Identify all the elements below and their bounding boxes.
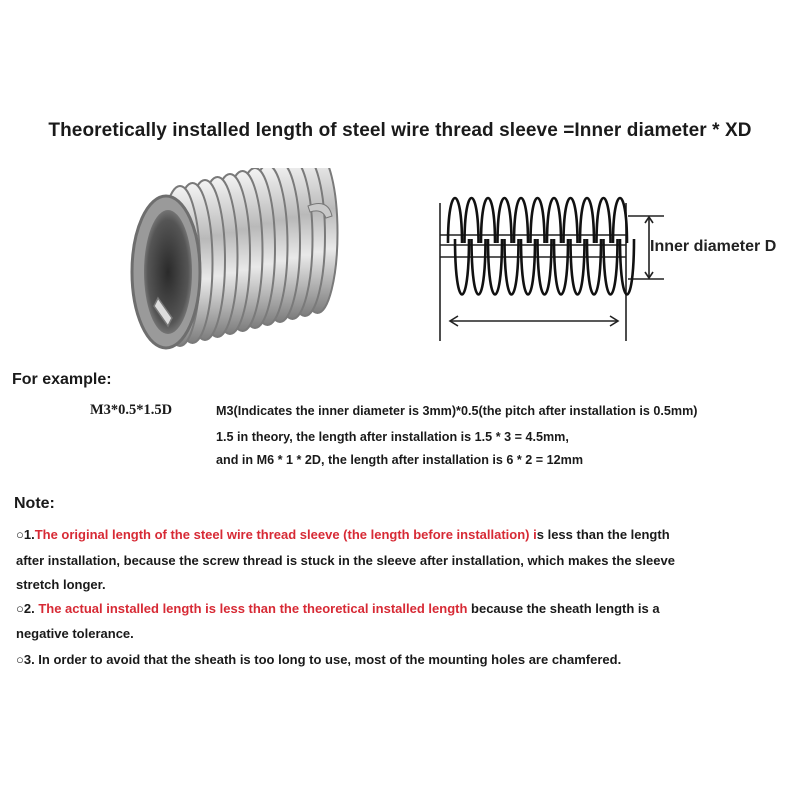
example-line-3: and in M6 * 1 * 2D, the length after installation is 6 * 2 = 12mm [216,453,584,467]
note-1-line-2: after installation, because the screw thread is stuck in the sleeve after installation, which makes the sleeve [16,553,675,568]
note-2-prefix: ○2. [16,601,39,616]
note-2-highlight: The actual installed length is less than the theoretical installed length [38,601,468,616]
example-line-1: M3(Indicates the inner diameter is 3mm)*0.5(the pitch after installation is 0.5mm) [216,404,698,418]
note-1-line-3: stretch longer. [16,577,106,592]
note-3: ○3. In order to avoid that the sheath is too long to use, most of the mounting holes are chamfered. [16,652,622,667]
note-heading: Note: [14,495,55,512]
note-1-highlight: The original length of the steel wire thread sleeve (the length before installation) i [34,527,537,542]
note-2-line-2: negative tolerance. [16,626,134,641]
example-heading: For example: [12,371,112,388]
example-line-2: 1.5 in theory, the length after installation is 1.5 * 3 = 4.5mm, [216,430,569,444]
thread-insert-photo [128,168,340,358]
note-1-rest: s less than the length [536,527,670,542]
example-code: M3*0.5*1.5D [90,402,173,418]
note-1-prefix: ○1. [16,527,35,542]
note-2-rest: because the sheath length is a [467,601,660,616]
spring-coil-diagram [428,183,800,350]
page-title: Theoretically installed length of steel wire thread sleeve =Inner diameter * XD [48,120,752,141]
note-1-line-1 [16,527,670,542]
inner-diameter-label: Inner diameter D [650,238,777,255]
note-2-line-1 [16,601,660,616]
